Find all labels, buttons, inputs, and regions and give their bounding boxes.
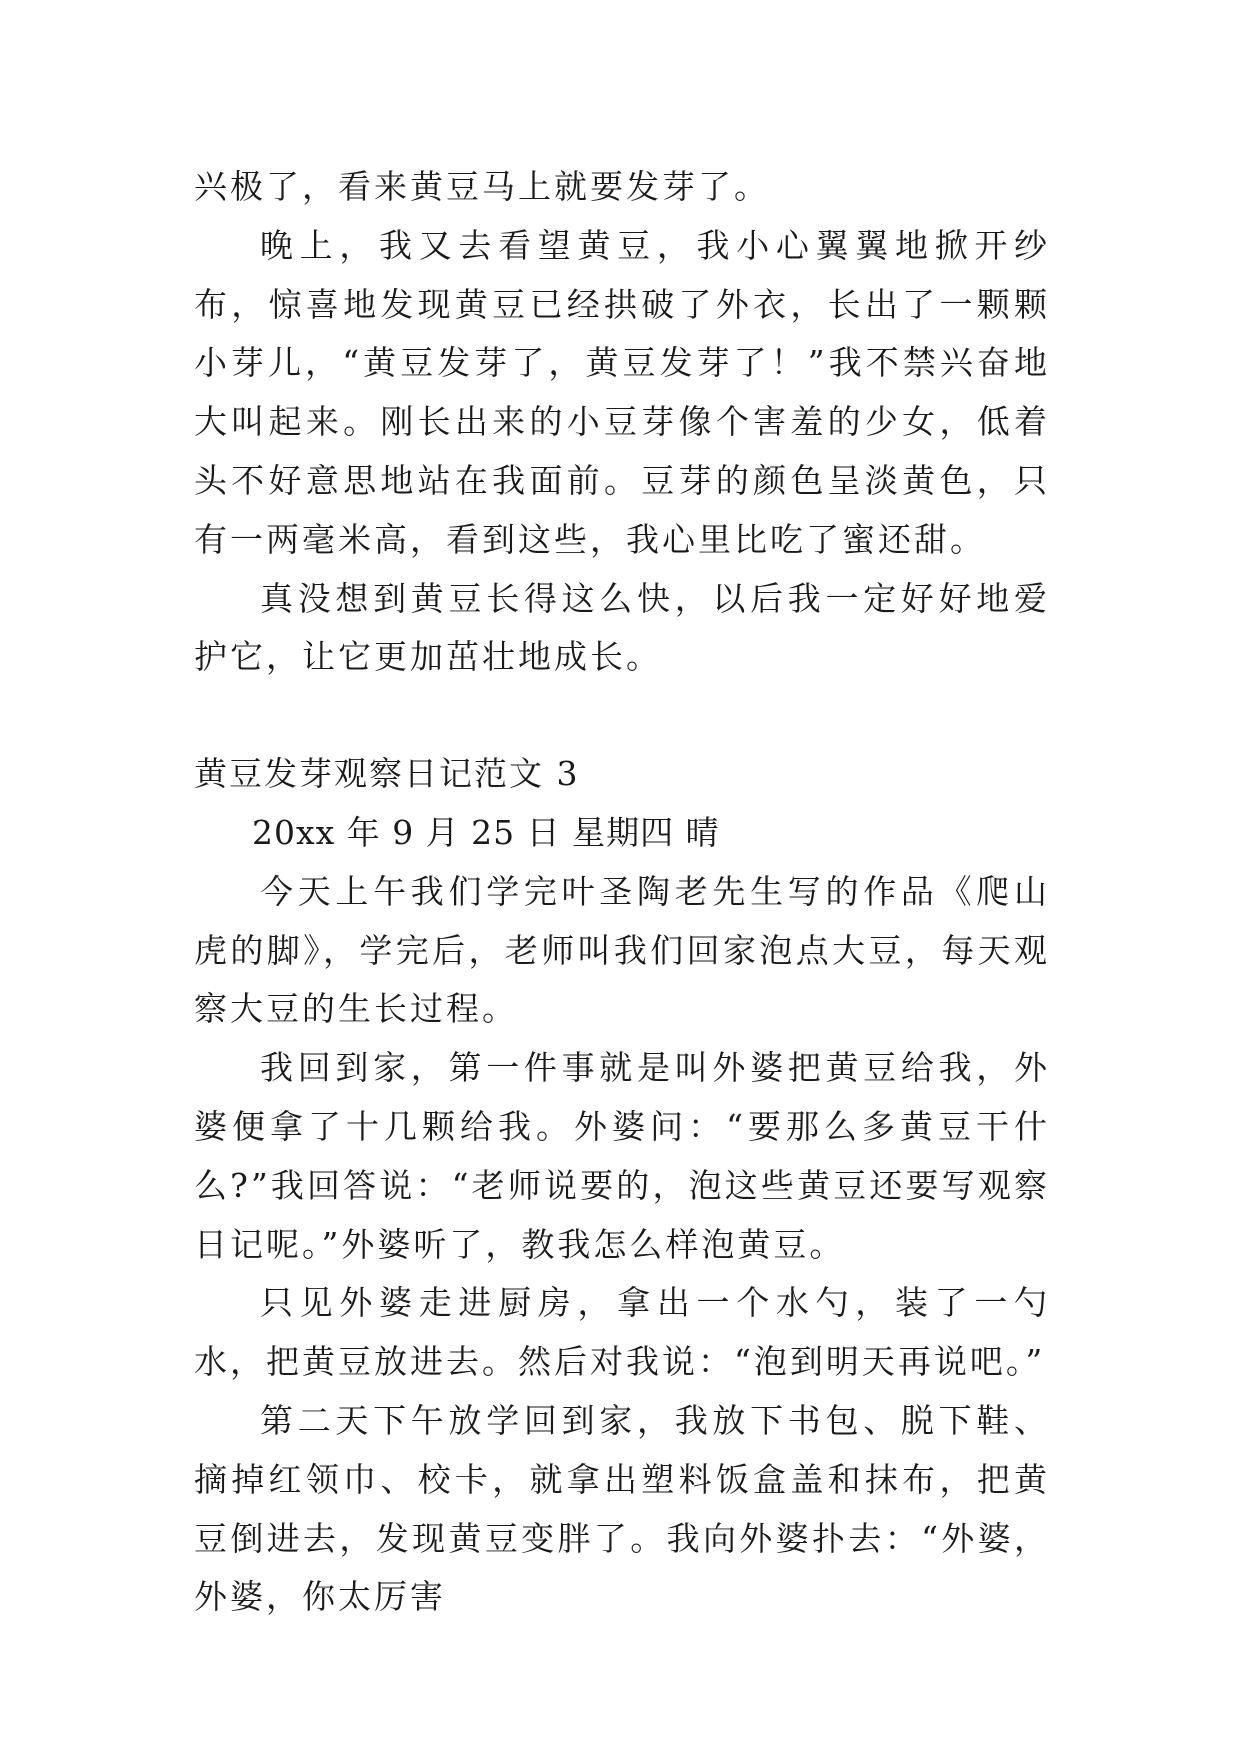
- paragraph-next-day: 第二天下午放学回到家，我放下书包、脱下鞋、摘掉红领巾、校卡，就拿出塑料饭盒盖和抹布，把黄豆倒进去，发现黄豆变胖了。我向外婆扑去：“外婆，外婆，你太厉害: [194, 1400, 1050, 1617]
- section-title: 黄豆发芽观察日记范文 3: [194, 754, 580, 794]
- paragraph-conclusion: 真没想到黄豆长得这么快，以后我一定好好地爱护它，让它更加茁壮地成长。: [194, 578, 1050, 677]
- paragraph-lesson: 今天上午我们学完叶圣陶老先生写的作品《爬山虎的脚》，学完后，老师叫我们回家泡点大豆，每天观察大豆的生长过程。: [194, 871, 1050, 1029]
- paragraph-evening: 晚上，我又去看望黄豆，我小心翼翼地掀开纱布，惊喜地发现黄豆已经拱破了外衣，长出了一颗颗小芽儿，“黄豆发芽了，黄豆发芽了！”我不禁兴奋地大叫起来。刚长出来的小豆芽像个害羞的少女，低着头不好意思地站在我面前。豆芽的颜色呈淡黄色，只有一两毫米高，看到这些，我心里比吃了蜜还甜。: [194, 225, 1050, 559]
- paragraph-grandma: 我回到家，第一件事就是叫外婆把黄豆给我，外婆便拿了十几颗给我。外婆问：“要那么多黄豆干什么?”我回答说：“老师说要的，泡这些黄豆还要写观察日记呢。”外婆听了，教我怎么样泡黄豆。: [194, 1048, 1050, 1264]
- diary-date-line: 20xx 年 9 月 25 日 星期四 晴: [252, 812, 720, 852]
- paragraph-continuation: 兴极了，看来黄豆马上就要发芽了。: [194, 167, 770, 206]
- paragraph-soaking: 只见外婆走进厨房，拿出一个水勺，装了一勺水，把黄豆放进去。然后对我说：“泡到明天再说吧。”: [194, 1283, 1050, 1382]
- document-body: [194, 158, 1050, 1627]
- section-spacer: [194, 687, 1050, 745]
